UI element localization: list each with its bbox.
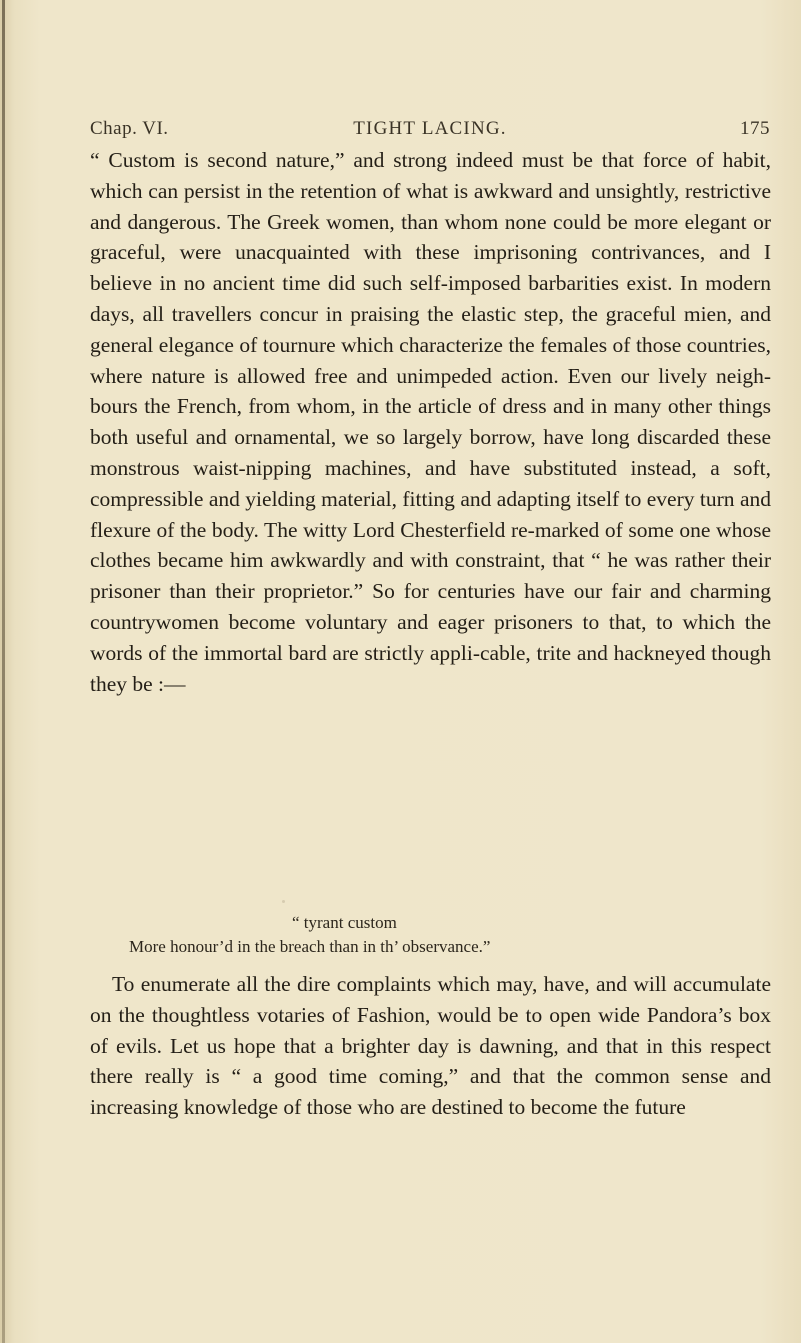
running-title: TIGHT LACING. (353, 118, 507, 139)
chapter-label: Chap. VI. (90, 118, 169, 139)
block-quote (120, 911, 760, 959)
paragraph-2: To enumerate all the dire complaints which may, have, and will accumulate on the thoughtless votaries of Fashion, would be to open wide Pandora’s box of evils. Let us hope that a brighter day is dawning, and that in this respect there really is “ a good time coming,” and that the common sense and increasing knowledge of those who are destined to become the future (90, 972, 771, 1120)
running-header (90, 118, 770, 148)
paper-blemish (282, 900, 285, 903)
page-gutter-edge (2, 0, 5, 1343)
paper-blemish (606, 1018, 608, 1020)
quote-line-1: “ tyrant custom (292, 913, 397, 932)
paragraph-1: “ Custom is second nature,” and strong indeed must be that force of habit, which can persist in the retention of what is awkward and unsightly, restrictive and dangerous. The Greek women, than whom none could be more elegant or graceful, were unacquainted with these imprisoning contrivances, and I believe in no ancient time did such self-imposed barbarities exist. In modern days, all travellers concur in praising the elastic step, the graceful mien, and general elegance of tournure which characterize the females of those countries, where nature is allowed free and unimpeded action. Even our lively neigh-bours the French, from whom, in the article of dress and in many other things both useful and ornamental, we so largely borrow, have long discarded these monstrous waist-nipping machines, and have substituted instead, a soft, compressible and yielding material, fitting and adapting itself to every turn and flexure of the body. The witty Lord Chesterfield re-marked of some one whose clothes became him awkwardly and with constraint, that “ he was rather their prisoner than their proprietor.” So for centuries have our fair and charming countrywomen become voluntary and eager prisoners to that, to which the words of the immortal bard are strictly appli-cable, trite and hackneyed though they be :— (90, 148, 771, 696)
quote-line-2: More honour’d in the breach than in th’ observance.” (129, 937, 491, 956)
page-number: 175 (740, 118, 770, 139)
